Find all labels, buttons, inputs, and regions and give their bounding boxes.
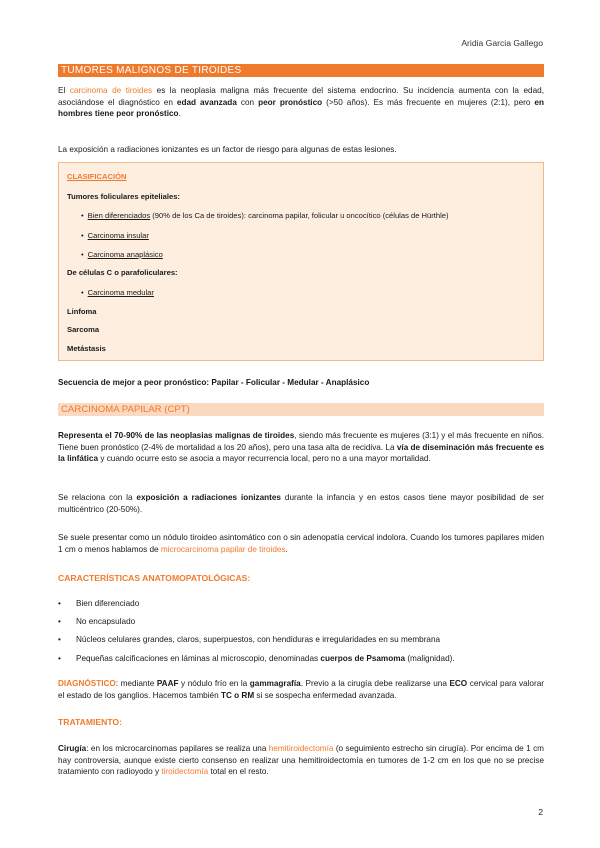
papilar-paragraph-1: Representa el 70-90% de las neoplasias malignas de tiroides, siendo más frecuente es mujeres (3:1) y el más frecuente en niños. Tiene buen pronóstico (2-4% de mortalidad a los 20 años), pero una tasa alta de recidiva. La vía de diseminación más frecuente es la linfática y cuando ocurre esto se asocia a mayor recurrencia local, pero no a una mayor mortalidad. bbox=[58, 431, 545, 464]
intro-paragraph: El carcinoma de tiroides es la neoplasia maligna más frecuente del sistema endocrino. Su incidencia aumenta con la edad, asociándose el diagnóstico en edad avanzada con peor pronóstico (>50 años). Es más frecuente en mujeres (2:1), pero en hombres tiene peor pronóstico. bbox=[58, 86, 544, 119]
classification-heading: CLASIFICACIÓN bbox=[67, 172, 127, 181]
risk-paragraph: La exposición a radiaciones ionizantes es un factor de riesgo para algunas de estas lesiones. bbox=[58, 145, 397, 154]
page-number: 2 bbox=[538, 807, 543, 817]
list-item: • Carcinoma medular bbox=[81, 288, 154, 299]
list-item: • No encapsulado bbox=[76, 616, 544, 628]
subsection-title: CARCINOMA PAPILAR (CPT) bbox=[58, 403, 544, 416]
papilar-paragraph-3: Se suele presentar como un nódulo tiroideo asintomático con o sin adenopatía cervical indolora. Cuando los tumores papilares miden 1 cm o menos hablamos de microcarcinoma papilar de tiroides. bbox=[58, 533, 544, 554]
item-sarcoma: Sarcoma bbox=[67, 325, 100, 334]
list-item: • Bien diferenciado bbox=[76, 598, 544, 610]
term-tiroidectomia: tiroidectomía bbox=[161, 767, 209, 777]
papilar-paragraph-2: Se relaciona con la exposición a radiaciones ionizantes durante la infancia y en estos casos tiene mayor posibilidad de ser multicéntrico (20-50%). bbox=[58, 493, 545, 514]
treatment-paragraph: Cirugía: en los microcarcinomas papilares se realiza una hemitiroidectomía (o seguimiento estrecho sin cirugía). Por encima de 1 cm hay controversia, aunque existe cierto consenso en realizar una hemitiroidectomía en tumores de 1-2 cm en los que no se precise tratamiento con radioyodo y tiroidectomía total en el resto. bbox=[58, 744, 544, 777]
anatomopathology-heading: CARACTERÍSTICAS ANATOMOPATOLÓGICAS: bbox=[58, 573, 251, 583]
group-foliculares: Tumores foliculares epiteliales: bbox=[67, 192, 180, 201]
item-linfoma: Linfoma bbox=[67, 307, 97, 316]
author-name: Aridia Garcia Gallego bbox=[461, 38, 543, 48]
term-carcinoma-tiroides: carcinoma de tiroides bbox=[69, 86, 153, 95]
list-item: • Carcinoma insular bbox=[81, 231, 149, 242]
sequence-line: Secuencia de mejor a peor pronóstico: Papilar - Folicular - Medular - Anaplásico bbox=[58, 378, 370, 387]
term-microcarcinoma: microcarcinoma papilar de tiroides bbox=[160, 544, 286, 554]
list-item: • Carcinoma anaplásico bbox=[81, 250, 163, 261]
term-hemitiroidectomia: hemitiroidectomía bbox=[268, 744, 334, 753]
classification-box bbox=[58, 162, 544, 361]
item-metastasis: Metástasis bbox=[67, 344, 106, 353]
list-item: • Pequeñas calcificaciones en láminas al microscopio, denominadas cuerpos de Psamoma (malignidad). bbox=[76, 653, 544, 665]
treatment-heading: TRATAMIENTO: bbox=[58, 717, 122, 727]
list-item: • Núcleos celulares grandes, claros, superpuestos, con hendiduras e irregularidades en su membrana bbox=[76, 634, 544, 646]
group-celulas-c: De células C o parafoliculares: bbox=[67, 268, 178, 277]
section-title: TUMORES MALIGNOS DE TIROIDES bbox=[58, 64, 544, 77]
diagnosis-paragraph: DIAGNÓSTICO: mediante PAAF y nódulo frío en la gammagrafía. Previo a la cirugía debe realizarse una ECO cervical para valorar el estado de los ganglios. Hacemos también TC o RM si se sospecha enfermedad avanzada. bbox=[58, 679, 544, 700]
list-item: • Bien diferenciados (90% de los Ca de tiroides): carcinoma papilar, folicular u oncocítico (células de Hürthle) bbox=[81, 211, 449, 222]
